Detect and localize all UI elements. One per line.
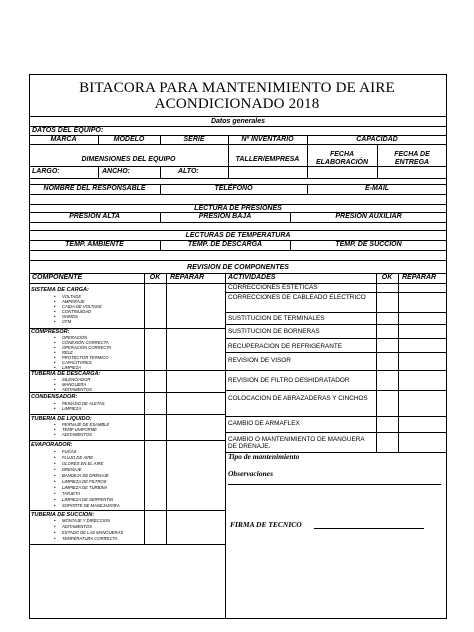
fecha-entrega-label: FECHA DE ENTREGA	[394, 151, 430, 166]
activity-item: CORRECCIONES DE CABLEADO ELECTRICO	[228, 294, 366, 301]
firma-line[interactable]	[314, 528, 424, 529]
component-item: • TARJETA	[62, 491, 80, 496]
reparar-header-2: REPARAR	[402, 274, 437, 281]
component-item: • CFM	[62, 319, 71, 324]
divider	[398, 273, 399, 452]
component-group-title: TUBERIA DE LIQUIDO:	[31, 416, 92, 422]
divider	[29, 440, 225, 441]
activity-item: CAMBIO DE ARMAFLEX	[228, 420, 300, 427]
divider	[228, 166, 229, 178]
presion-auxiliar-label: PRESION AUXILIAR	[335, 213, 402, 220]
ok-header-2: OK	[381, 274, 393, 281]
actividades-header: ACTIVIDADES	[228, 274, 276, 281]
component-item: • OLORES EN EL AIRE	[62, 461, 103, 466]
observaciones-line[interactable]	[228, 484, 441, 485]
divider	[29, 194, 447, 195]
component-item: • PERNAJE DE ESAMBLE	[62, 422, 109, 427]
component-item: • LIMPIEZA	[62, 365, 81, 370]
activity-item: CORRECCIONES ESTETICAS	[228, 284, 318, 291]
component-item: • ESTADO DE LAS MANGUERAS	[62, 530, 123, 535]
divider	[160, 166, 161, 178]
divider	[225, 312, 447, 313]
divider	[377, 166, 378, 178]
activity-item: REVISION DE FILTRO DESHIDRATADOR	[228, 377, 350, 384]
divider	[307, 166, 308, 178]
presiones-header: LECTURA DE PRESIONES	[194, 205, 282, 212]
component-item: • CAIDA DE VOLTAGE	[62, 304, 102, 309]
capacidad-label: CAPACIDAD	[356, 136, 398, 143]
largo-label: LARGO:	[32, 168, 60, 175]
divider	[29, 222, 447, 223]
datos-generales-header: Datos generales	[210, 118, 266, 125]
modelo-label: MODELO	[113, 136, 145, 143]
email-label: E-MAIL	[364, 185, 390, 192]
divider	[377, 144, 378, 166]
component-item: • PEINADO DE ALETAS	[62, 401, 105, 406]
component-item: • MANGUERA	[62, 382, 86, 387]
component-item: • DRENAJE	[62, 467, 82, 472]
component-item: • OPERACIÓN CORRECTA	[62, 345, 111, 350]
component-item: • TEMP UNIFORME	[62, 427, 97, 432]
presion-baja-label: PRESION BAJA	[198, 213, 252, 220]
ok-header: OK	[149, 274, 161, 281]
component-item: • ADITAMENTOS	[62, 524, 92, 529]
component-group-title: EVAPORADOR:	[31, 442, 73, 448]
temperaturas-header: LECTURAS DE TEMPERATURA	[185, 232, 291, 239]
temp-descarga-label: TEMP. DE DESCARGA	[187, 241, 263, 248]
component-item: • ADITAMENTOS	[62, 432, 92, 437]
telefono-label: TELÉFONO	[214, 185, 253, 192]
fecha-elaboracion-label: FECHA ELABORACIÓN	[315, 151, 369, 166]
component-item: • FLUJO DE AIRE	[62, 455, 93, 460]
activity-item: SUSTITUCION DE BORNERAS	[228, 328, 320, 335]
divider	[225, 324, 447, 325]
tipo-mantenimiento-label: Tipo de mantenimiento	[228, 452, 300, 461]
activity-item: COLOCACION DE ABRAZADERAS Y CINCHOS	[228, 395, 368, 402]
component-item: • CONTINUIDAD	[62, 309, 91, 314]
temp-succion-label: TEMP. DE SUCCION	[335, 241, 402, 248]
componente-header: COMPONENTE	[32, 274, 83, 281]
divider	[29, 260, 447, 261]
firma-tecnico-label: FIRMA DE TECNICO	[230, 520, 302, 529]
activity-item: REVISION DE VISOR	[228, 357, 291, 364]
component-item: • CONEXIÓN CORRECTA	[62, 340, 109, 345]
ancho-label: ANCHO:	[102, 168, 130, 175]
divider	[166, 273, 167, 544]
divider	[29, 178, 447, 179]
temp-ambiente-label: TEMP. AMBIENTE	[65, 241, 124, 248]
divider	[225, 432, 447, 433]
divider	[225, 292, 447, 293]
component-item: • OHMOS	[62, 314, 78, 319]
divider	[376, 273, 377, 452]
divider	[29, 250, 447, 251]
form-title-line1: BITACORA PARA MANTENIMIENTO DE AIRE	[79, 80, 395, 96]
component-group-title: COMPRESOR:	[31, 329, 70, 335]
activity-item: CAMBIO O MANTENIMIENTO DE MANGUERA DE DRENAJE.	[228, 436, 365, 451]
taller-label: TALLER/EMPRESA	[235, 156, 300, 163]
divider	[29, 414, 225, 415]
divider	[225, 370, 447, 371]
marca-label: MARCA	[50, 136, 77, 143]
component-item: • LIMPIEZA DE TURBINA	[62, 485, 107, 490]
divider	[29, 392, 225, 393]
divider	[225, 352, 447, 353]
component-group-title: TUBERIA DE SUCCION:	[31, 512, 95, 518]
responsable-label: NOMBRE DEL RESPONSABLE	[43, 185, 146, 192]
component-item: • CAPACITORES	[62, 360, 92, 365]
component-item: • TEMPERATURA CORRECTA	[62, 536, 118, 541]
component-item: • LIMPIEZA DE FILTROS	[62, 479, 106, 484]
component-group-title: TUBERIA DE DESCARGA:	[31, 371, 101, 377]
activity-item: RECUPERACION DE REFRIGERANTE	[228, 343, 342, 350]
component-group-title: SISTEMA DE CARGA:	[31, 287, 89, 293]
divider	[225, 338, 447, 339]
presion-alta-label: PRESION ALTA	[69, 213, 120, 220]
component-item: • RELÉ	[62, 350, 73, 355]
observaciones-label: Observaciones	[228, 469, 273, 478]
component-item: • VOLTAGE	[62, 294, 81, 299]
component-item: • SILENCIADOR	[62, 377, 90, 382]
dimensiones-label: DIMENSIONES DEL EQUIPO	[81, 156, 176, 163]
serie-label: SERIE	[183, 136, 205, 143]
component-item: • SOPORTE DE MANEJADORA	[62, 503, 120, 508]
component-item: • LIMPIEZA DE SERPENTIN	[62, 497, 113, 502]
divider	[98, 166, 99, 178]
form-title-line2: ACONDICIONADO 2018	[154, 96, 320, 112]
component-item: • MONTAJE Y DIRECCION	[62, 518, 110, 523]
component-item: • OPERACIÓN	[62, 335, 87, 340]
reparar-header: REPARAR	[170, 274, 205, 281]
divider	[29, 144, 447, 145]
component-item: • FUGAS	[62, 449, 76, 454]
divider	[225, 390, 447, 391]
divider	[144, 273, 145, 544]
activity-item: SUSTITUCION DE TERMINALES	[228, 315, 325, 322]
divider	[29, 230, 447, 231]
component-group-title: CONDENSADOR:	[31, 394, 78, 400]
component-item: • BANDEJA DE DRENAJE	[62, 473, 109, 478]
component-item: • PROTECTOR TERMICO	[62, 355, 109, 360]
datos-equipo-label: DATOS DEL EQUIPO:	[32, 127, 104, 134]
divider	[29, 116, 447, 117]
component-item: • AMPERAJE	[62, 299, 85, 304]
alto-label: ALTO:	[178, 168, 199, 175]
inventario-label: Nº INVENTARIO	[241, 136, 294, 143]
divider	[29, 544, 225, 545]
component-item: • LIMPIEZA	[62, 406, 81, 411]
divider	[29, 510, 225, 511]
revision-header: REVISION DE COMPONENTES	[187, 264, 289, 271]
divider	[225, 273, 226, 619]
divider	[225, 416, 447, 417]
component-item: • ADITAMENTOS	[62, 387, 92, 392]
